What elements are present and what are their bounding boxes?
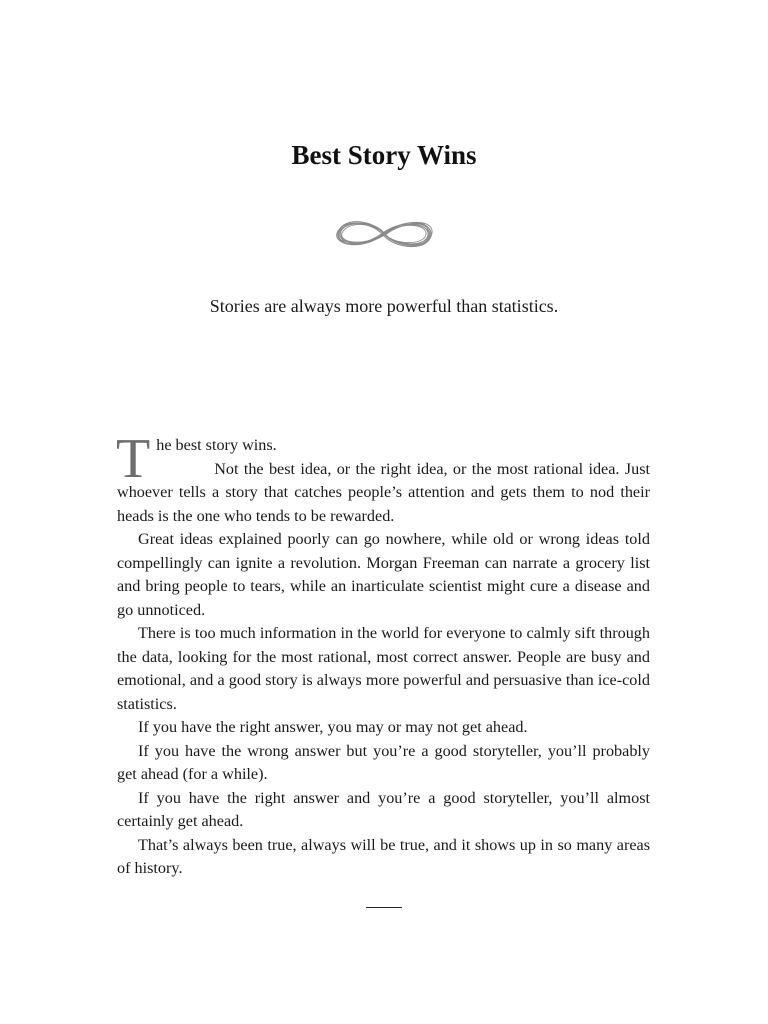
body-paragraph: That’s always been true, always will be true, and it shows up in so many areas of history. — [117, 835, 650, 877]
drop-cap: T — [116, 428, 151, 490]
infinity-scribble-icon — [330, 210, 438, 258]
body-paragraph: If you have the right answer, you may or may not get ahead. — [138, 718, 528, 736]
body-paragraph: If you have the right answer and you’re a good storyteller, you’ll almost certainly get ahead. — [117, 788, 650, 830]
body-paragraph: There is too much information in the world for everyone to calmly sift through the data, looking for the most rational, most correct answer. People are busy and emotional, and a good story is always more powerful and persuasive than ice-cold statistics. — [117, 624, 650, 713]
section-divider — [366, 907, 402, 908]
chapter-title: Best Story Wins — [291, 140, 477, 170]
chapter-body — [116, 428, 650, 881]
paragraph-text: he best story wins. — [156, 436, 277, 454]
body-paragraph — [116, 428, 650, 490]
body-paragraph: Not the best idea, or the right idea, or the most rational idea. Just whoever tells a story that catches people’s attention and gets them to nod their heads is the one who tends to be rewarded. — [117, 459, 650, 525]
body-paragraph: Great ideas explained poorly can go nowhere, while old or wrong ideas told compellingly can ignite a revolution. Morgan Freeman can narrate a grocery list and bring people to tears, while an inarticulate scientist might cure a disease and go unnoticed. — [117, 530, 650, 619]
chapter-epigraph: Stories are always more powerful than statistics. — [209, 296, 559, 316]
body-paragraph: If you have the wrong answer but you’re a good storyteller, you’ll probably get ahead (for a while). — [117, 741, 650, 783]
